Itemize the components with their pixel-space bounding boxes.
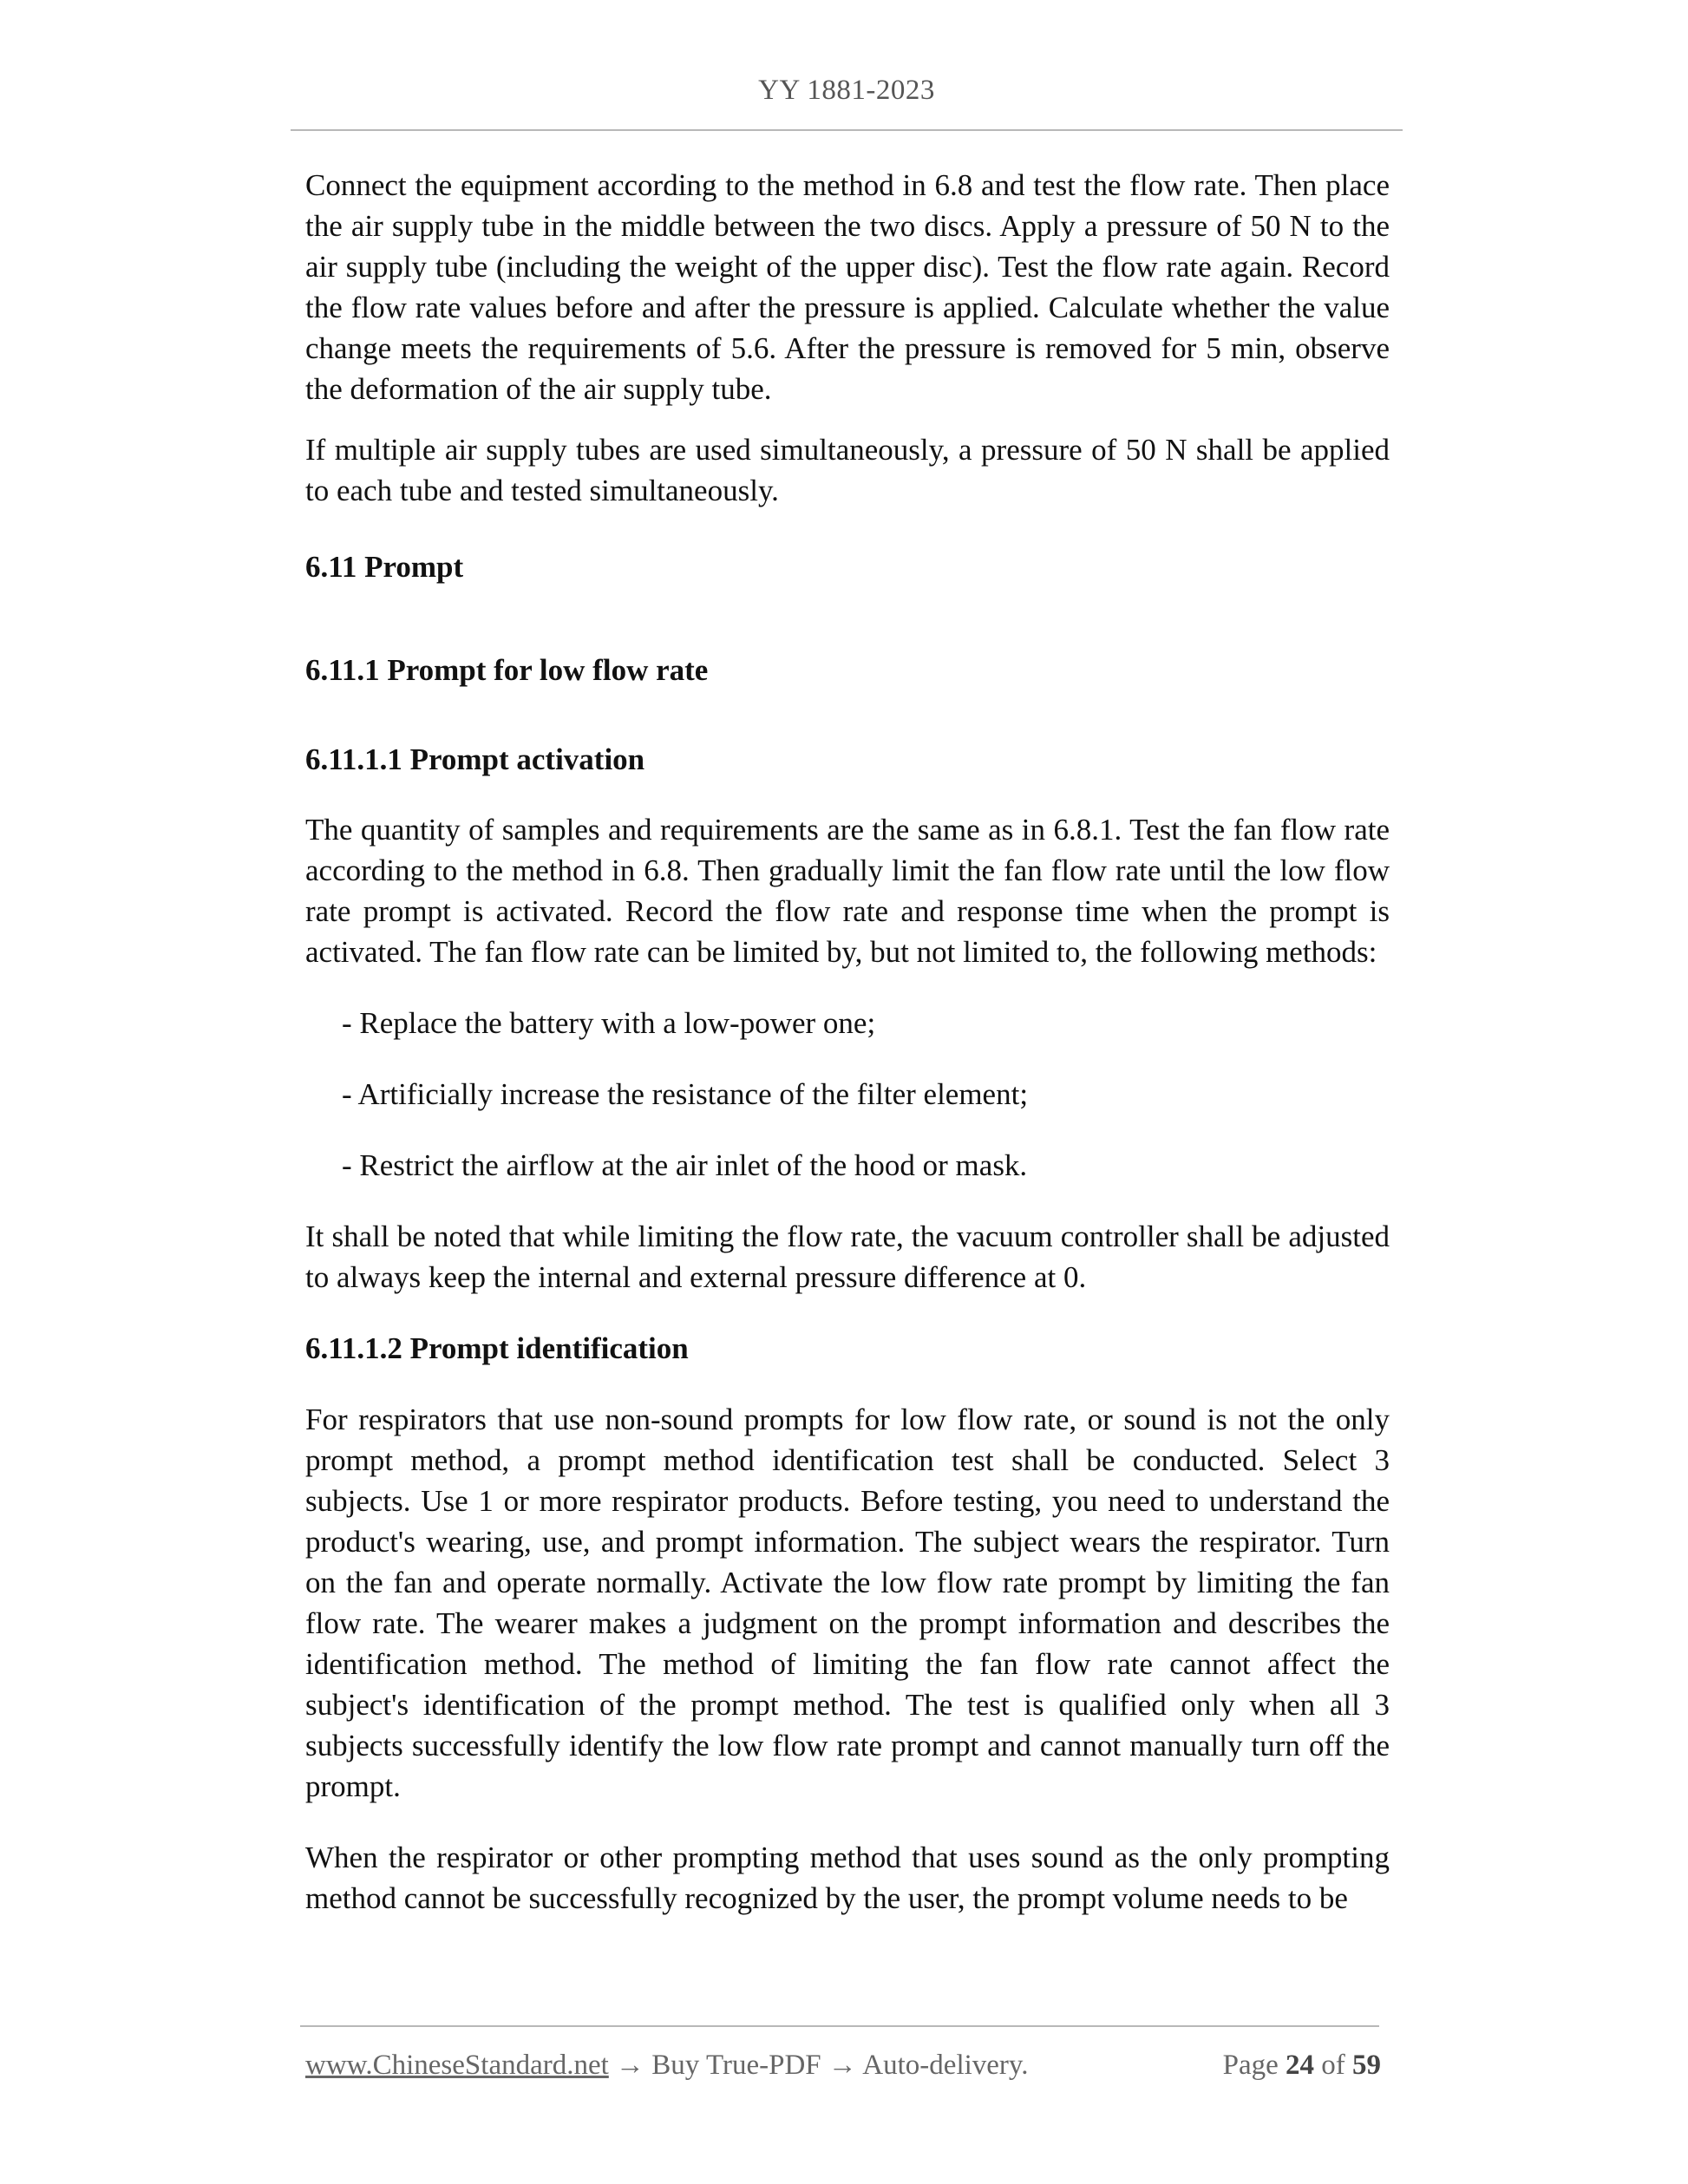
- paragraph-sound-prompt: When the respirator or other prompting method that uses sound as the only prompting method cannot be successfully recognized by the user, the prompt volume needs to be: [305, 1841, 1390, 1915]
- heading-6-11-1-1: 6.11.1.1 Prompt activation: [305, 742, 645, 776]
- heading-6-11-1: 6.11.1 Prompt for low flow rate: [305, 653, 709, 687]
- header-divider: [291, 129, 1403, 131]
- list-item: - Artificially increase the resistance of the filter element;: [342, 1077, 1029, 1111]
- page-label: Page: [1222, 2050, 1279, 2081]
- footer-tagline: → Buy True-PDF → Auto-delivery.: [608, 2050, 1029, 2081]
- page-body: [305, 165, 1390, 1919]
- page-indicator: [1223, 2046, 1381, 2084]
- list-item: - Restrict the airflow at the air inlet of the hood or mask.: [342, 1148, 1028, 1182]
- paragraph-flow-test-procedure: Connect the equipment according to the method in 6.8 and test the flow rate. Then place the air supply tube in the middle between the two discs. Apply a pressure of 50 N to the air supply tube (including the weight of the upper disc). Test the flow rate again. Record the flow rate values before and after the pressure is applied. Calculate whether the value change meets the requirements of 5.6. After the pressure is removed for 5 min, observe the deformation of the air supply tube.: [305, 168, 1390, 406]
- current-page-number: 24: [1286, 2050, 1314, 2081]
- total-page-count: 59: [1352, 2050, 1381, 2081]
- paragraph-prompt-identification: For respirators that use non-sound prompts for low flow rate, or sound is not the only prompt method, a prompt method identification test shall be conducted. Select 3 subjects. Use 1 or more respirator products. Before testing, you need to understand the product's wearing, use, and prompt information. The subject wears the respirator. Turn on the fan and operate normally. Activate the low flow rate prompt by limiting the fan flow rate. The wearer makes a judgment on the prompt information and describes the identification method. The method of limiting the fan flow rate cannot affect the subject's identification of the prompt method. The test is qualified only when all 3 subjects successfully identify the low flow rate prompt and cannot manually turn off the prompt.: [305, 1403, 1390, 1803]
- chinese-standard-link[interactable]: www.ChineseStandard.net: [305, 2050, 609, 2081]
- heading-6-11-1-2: 6.11.1.2 Prompt identification: [305, 1331, 689, 1365]
- paragraph-multiple-tubes: If multiple air supply tubes are used simultaneously, a pressure of 50 N shall be applied to each tube and tested simultaneously.: [305, 433, 1390, 507]
- heading-6-11: 6.11 Prompt: [305, 550, 464, 584]
- list-item: - Replace the battery with a low-power one;: [342, 1006, 876, 1040]
- paragraph-vacuum-controller: It shall be noted that while limiting the flow rate, the vacuum controller shall be adjusted to always keep the internal and external pressure difference at 0.: [305, 1220, 1390, 1294]
- paragraph-prompt-activation: The quantity of samples and requirements are the same as in 6.8.1. Test the fan flow rate according to the method in 6.8. Then gradually limit the fan flow rate until the low flow rate prompt is activated. Record the flow rate and response time when the prompt is activated. The fan flow rate can be limited by, but not limited to, the following methods:: [305, 813, 1390, 969]
- footer-divider: [300, 2025, 1379, 2027]
- of-label: of: [1321, 2050, 1345, 2081]
- document-id-header: YY 1881-2023: [758, 75, 935, 106]
- footer-promo: [305, 2046, 1029, 2084]
